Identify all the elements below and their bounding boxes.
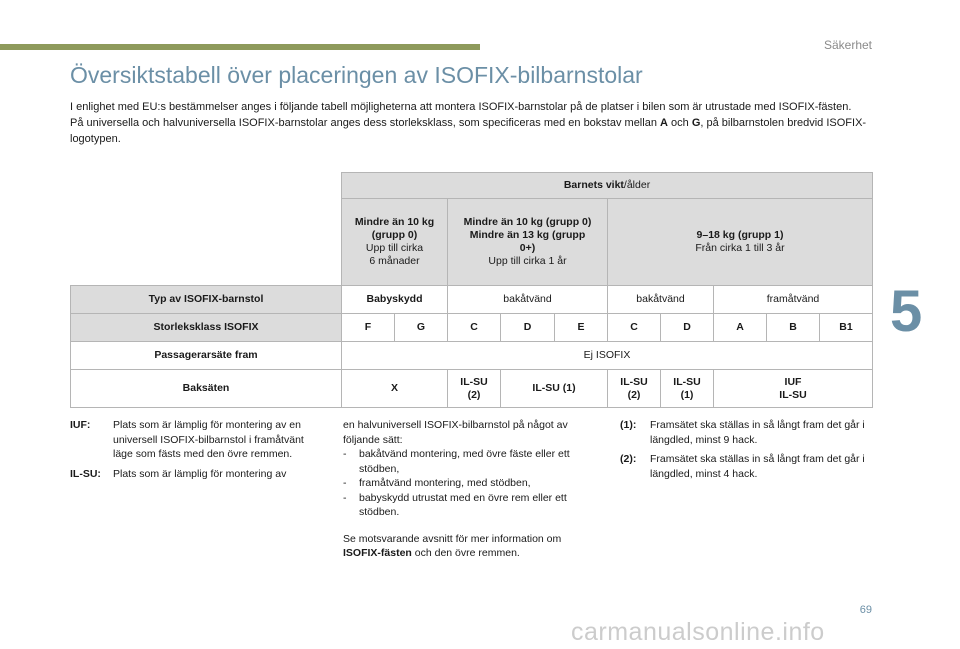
page-number: 69: [859, 604, 872, 616]
rear-ilsu-2a: IL-SU (2): [448, 370, 501, 408]
note-key: IUF:: [70, 419, 91, 431]
size-cell: B1: [820, 314, 873, 342]
size-cell: C: [448, 314, 501, 342]
watermark-text: carmanualsonline.info: [571, 618, 825, 646]
section-label: Säkerhet: [823, 38, 872, 52]
mount-list: [343, 447, 598, 520]
header-accent-bar: [0, 44, 480, 50]
intro-text: [70, 99, 870, 147]
weight-header: Barnets vikt/ålder: [342, 173, 873, 199]
front-seat-label: Passagerarsäte fram: [71, 342, 342, 370]
footnote-1: [620, 418, 872, 447]
size-cell: E: [555, 314, 608, 342]
footnote-key: (2):: [620, 453, 637, 465]
notes-column-1: [70, 418, 310, 486]
size-cell: D: [501, 314, 555, 342]
rear-x: X: [342, 370, 448, 408]
table-corner-blank-2: [71, 199, 342, 286]
rear-seats-label: Baksäten: [71, 370, 342, 408]
notes-column-2: [343, 418, 598, 561]
list-item: - babyskydd utrustat med en övre rem eller ett stödben.: [343, 491, 598, 520]
list-item: - bakåtvänd montering, med övre fäste eller ett stödben,: [343, 447, 598, 476]
table-corner-blank: [71, 173, 342, 199]
page-title: Översiktstabell över placeringen av ISOFIX-bilbarnstolar: [70, 62, 643, 88]
size-cell: F: [342, 314, 395, 342]
notes-column-3: [620, 418, 872, 486]
intro-paragraph-1: I enlighet med EU:s bestämmelser anges i följande tabell möjligheterna att montera ISOFIX-barnstolar på de platser i bilen som är utrustade med ISOFIX-fästen.: [70, 101, 852, 113]
group-0-header: Mindre än 10 kg (grupp 0) Upp till cirka 6 månader: [342, 199, 448, 286]
note-iuf: [70, 418, 310, 462]
note-text: Plats som är lämplig för montering av: [113, 467, 287, 480]
footnote-key: (1):: [620, 419, 637, 431]
footnote-text: Framsätet ska ställas in så långt fram det går i längdled, minst 4 hack.: [650, 453, 865, 480]
size-cell: G: [395, 314, 448, 342]
size-cell: D: [661, 314, 714, 342]
type-bakatvand-2: bakåtvänd: [608, 286, 714, 314]
size-cell: A: [714, 314, 767, 342]
type-babyskydd: Babyskydd: [342, 286, 448, 314]
size-cell: B: [767, 314, 820, 342]
rear-ilsu-1b: IL-SU (1): [661, 370, 714, 408]
list-item: - framåtvänd montering, med stödben,: [343, 476, 598, 491]
chapter-number: 5: [890, 279, 923, 344]
rear-ilsu-2b: IL-SU (2): [608, 370, 661, 408]
more-info: Se motsvarande avsnitt för mer information om ISOFIX-fästen och den övre remmen.: [343, 532, 562, 559]
type-row-label: Typ av ISOFIX-barnstol: [71, 286, 342, 314]
isofix-table: [70, 172, 873, 408]
rear-ilsu-1a: IL-SU (1): [501, 370, 608, 408]
footnote-2: [620, 452, 872, 481]
group-1-header: 9–18 kg (grupp 1) Från cirka 1 till 3 år: [608, 199, 873, 286]
front-seat-value: Ej ISOFIX: [342, 342, 873, 370]
size-row-label: Storleksklass ISOFIX: [71, 314, 342, 342]
rear-iuf-ilsu: IUF IL-SU: [714, 370, 873, 408]
col2-intro: en halvuniversell ISOFIX-bilbarnstol på något av följande sätt:: [343, 419, 568, 446]
type-framatvand: framåtvänd: [714, 286, 873, 314]
size-cell: C: [608, 314, 661, 342]
note-text: Plats som är lämplig för montering av en universell ISOFIX-bilbarnstol i framåtvänt läge som fästs med den övre remmen.: [113, 419, 304, 460]
note-ilsu: [70, 467, 310, 482]
intro-paragraph-2: På universella och halvuniversella ISOFIX-barnstolar anges dess storleksklass, som specificeras med en bokstav mellan A och G, på bilbarnstolen bredvid ISOFIX-logotypen.: [70, 117, 867, 145]
type-bakatvand-1: bakåtvänd: [448, 286, 608, 314]
note-key: IL-SU:: [70, 467, 101, 480]
group-0plus-header: Mindre än 10 kg (grupp 0) Mindre än 13 kg (grupp 0+) Upp till cirka 1 år: [448, 199, 608, 286]
footnote-text: Framsätet ska ställas in så långt fram det går i längdled, minst 9 hack.: [650, 419, 865, 446]
